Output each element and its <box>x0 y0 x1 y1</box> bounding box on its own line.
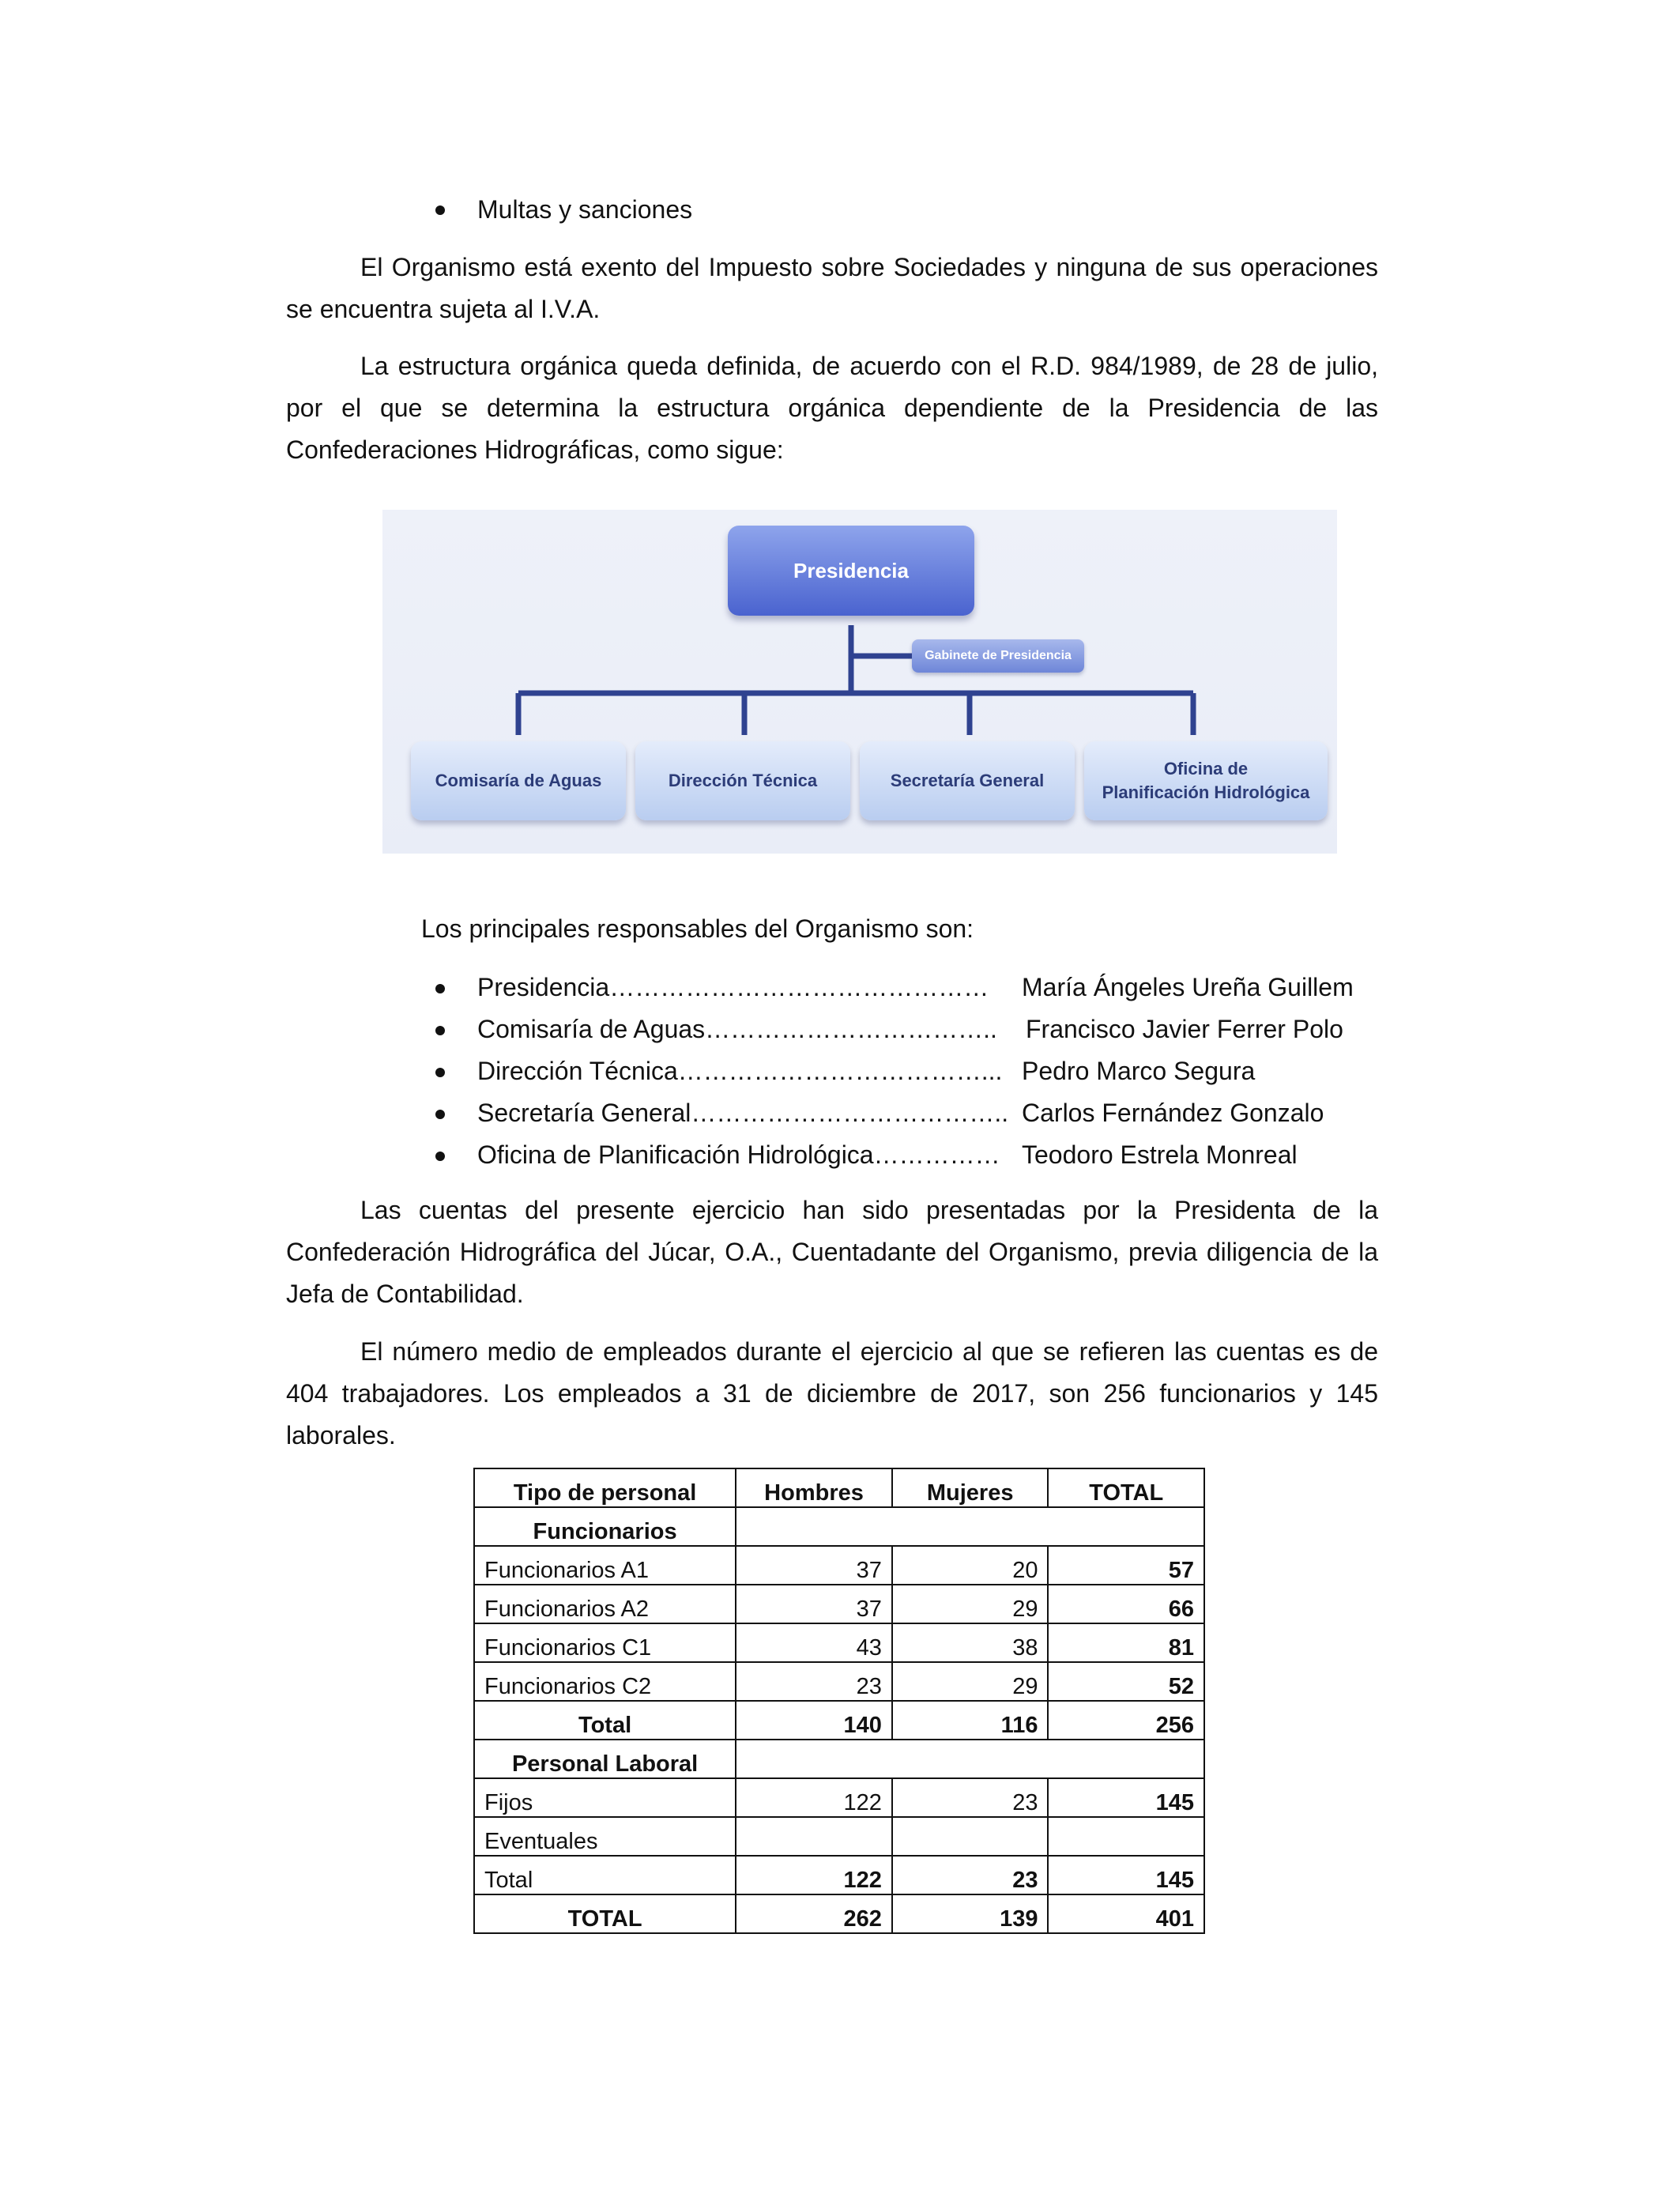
cell-hombres: 122 <box>736 1856 892 1894</box>
table-subtotal-row <box>474 1856 1204 1894</box>
row-label: Funcionarios A1 <box>474 1546 736 1585</box>
bullet-dot <box>435 1026 445 1035</box>
cell-hombres <box>736 1817 892 1856</box>
cell-hombres: 37 <box>736 1546 892 1585</box>
table-cell <box>736 1507 1204 1546</box>
cell-mujeres: 23 <box>892 1856 1049 1894</box>
responsible-name: María Ángeles Ureña Guillem <box>1022 973 1354 1001</box>
row-label: Funcionarios C2 <box>474 1662 736 1701</box>
table-grand-total-row <box>474 1894 1204 1933</box>
top-bullet-text: Multas y sanciones <box>477 195 693 224</box>
cell-total <box>1048 1817 1204 1856</box>
paragraph-employees: El número medio de empleados durante el ejercicio al que se refieren las cuentas es de 404 trabajadores. Los empleados a 31 de diciembre de 2017, son 256 funcionarios y 145 laborales. <box>286 1337 1378 1449</box>
cell-total: 145 <box>1048 1856 1204 1894</box>
cell-total: 256 <box>1048 1701 1204 1740</box>
table-header: TOTAL <box>1048 1468 1204 1507</box>
table-subtotal-row <box>474 1701 1204 1740</box>
table-row <box>474 1623 1204 1662</box>
responsible-role: Dirección Técnica………………………………... <box>477 1057 1003 1085</box>
table-row <box>474 1662 1204 1701</box>
responsible-name: Pedro Marco Segura <box>1022 1057 1256 1085</box>
paragraph-accounts: Las cuentas del presente ejercicio han sido presentadas por la Presidenta de la Confederación Hidrográfica del Júcar, O.A., Cuentadante del Organismo, previa diligencia de la Jefa de Contabilidad. <box>286 1196 1378 1308</box>
paragraph-structure: La estructura orgánica queda definida, de acuerdo con el R.D. 984/1989, de 28 de julio, por el que se determina la estructura orgánica dependiente de la Presidencia de las Confederaciones Hidrográficas, como sigue: <box>286 352 1378 464</box>
cell-hombres: 140 <box>736 1701 892 1740</box>
cell-hombres: 37 <box>736 1585 892 1623</box>
responsible-name: Carlos Fernández Gonzalo <box>1022 1099 1324 1127</box>
cell-mujeres <box>892 1817 1049 1856</box>
responsible-role: Comisaría de Aguas…………………………….. <box>477 1015 997 1043</box>
table-header-row <box>474 1468 1204 1507</box>
table-row <box>474 1546 1204 1585</box>
staff-table <box>473 1468 1205 1934</box>
cell-mujeres: 38 <box>892 1623 1049 1662</box>
cell-total: 401 <box>1048 1894 1204 1933</box>
cell-mujeres: 29 <box>892 1662 1049 1701</box>
cell-mujeres: 139 <box>892 1894 1049 1933</box>
row-label: Fijos <box>474 1778 736 1817</box>
org-box-direccion-tecnica: Dirección Técnica <box>635 741 850 820</box>
org-chart <box>382 510 1337 854</box>
table-row <box>474 1817 1204 1856</box>
cell-mujeres: 116 <box>892 1701 1049 1740</box>
table-header: Mujeres <box>892 1468 1049 1507</box>
cell-mujeres: 20 <box>892 1546 1049 1585</box>
cell-total: 52 <box>1048 1662 1204 1701</box>
row-label: Total <box>474 1701 736 1740</box>
responsible-role: Oficina de Planificación Hidrológica…………… <box>477 1140 1000 1169</box>
bullet-dot <box>435 1110 445 1119</box>
org-box-presidencia: Presidencia <box>728 526 974 616</box>
cell-hombres: 43 <box>736 1623 892 1662</box>
section-label: Personal Laboral <box>474 1740 736 1778</box>
table-row <box>474 1585 1204 1623</box>
bullet-dot <box>435 205 445 215</box>
row-label: TOTAL <box>474 1894 736 1933</box>
bullet-dot <box>435 984 445 993</box>
paragraph-tax-exemption: El Organismo está exento del Impuesto sobre Sociedades y ninguna de sus operaciones se encuentra sujeta al I.V.A. <box>286 253 1378 323</box>
bullet-dot <box>435 1152 445 1161</box>
cell-mujeres: 29 <box>892 1585 1049 1623</box>
org-box-oficina-line2: Planificación Hidrológica <box>1102 782 1310 802</box>
table-section-row <box>474 1507 1204 1546</box>
row-label: Funcionarios A2 <box>474 1585 736 1623</box>
cell-total: 81 <box>1048 1623 1204 1662</box>
bullet-dot <box>435 1068 445 1077</box>
table-row <box>474 1778 1204 1817</box>
cell-hombres: 262 <box>736 1894 892 1933</box>
cell-total: 57 <box>1048 1546 1204 1585</box>
cell-total: 66 <box>1048 1585 1204 1623</box>
row-label: Eventuales <box>474 1817 736 1856</box>
table-section-row <box>474 1740 1204 1778</box>
responsible-role: Secretaría General……………………………….. <box>477 1099 1009 1127</box>
cell-total: 145 <box>1048 1778 1204 1817</box>
cell-hombres: 23 <box>736 1662 892 1701</box>
org-box-secretaria: Secretaría General <box>860 741 1075 820</box>
responsibles-intro: Los principales responsables del Organismo son: <box>421 914 974 943</box>
org-box-oficina-planificacion <box>1084 741 1328 820</box>
row-label: Total <box>474 1856 736 1894</box>
section-label: Funcionarios <box>474 1507 736 1546</box>
org-box-oficina-line1: Oficina de <box>1163 759 1249 778</box>
cell-hombres: 122 <box>736 1778 892 1817</box>
table-header: Tipo de personal <box>474 1468 736 1507</box>
table-cell <box>736 1740 1204 1778</box>
responsible-role: Presidencia……………………………………… <box>477 973 989 1001</box>
row-label: Funcionarios C1 <box>474 1623 736 1662</box>
table-header: Hombres <box>736 1468 892 1507</box>
responsible-name: Francisco Javier Ferrer Polo <box>1026 1015 1343 1043</box>
org-box-gabinete: Gabinete de Presidencia <box>912 639 1084 673</box>
cell-mujeres: 23 <box>892 1778 1049 1817</box>
responsible-name: Teodoro Estrela Monreal <box>1022 1140 1298 1169</box>
org-box-comisaria: Comisaría de Aguas <box>411 741 626 820</box>
